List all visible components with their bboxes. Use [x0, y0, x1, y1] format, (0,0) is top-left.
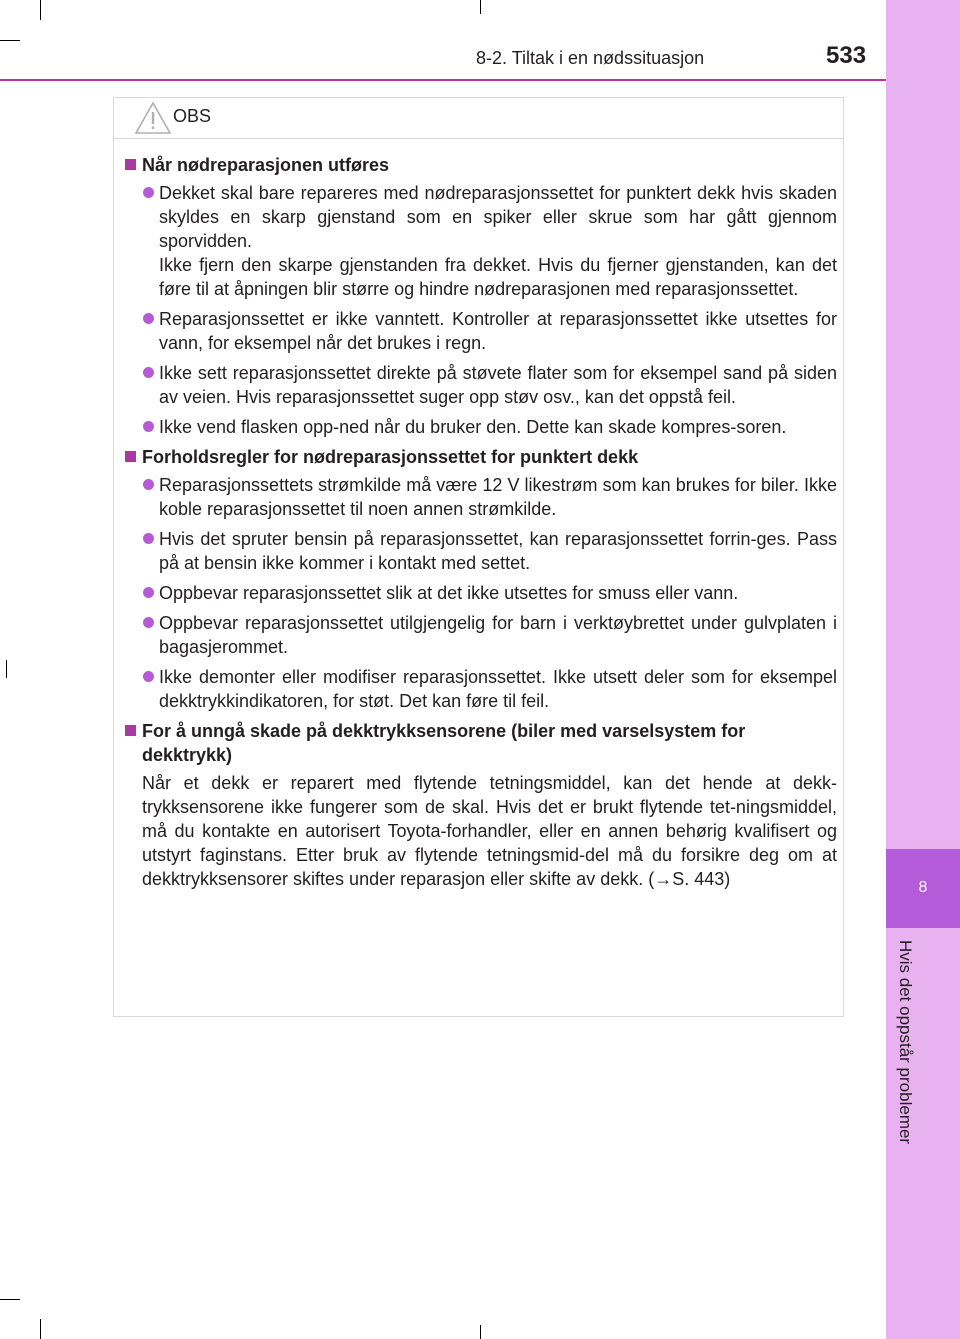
- section-heading: [125, 445, 837, 469]
- page-number: 533: [826, 42, 867, 69]
- square-bullet-icon: [125, 725, 136, 736]
- crop-mark: [6, 660, 7, 678]
- list-item: [125, 181, 837, 301]
- bullet-text: Ikke vend flasken opp-ned når du bruker den. Dette kan skade kompres-soren.: [159, 417, 787, 437]
- chapter-number-box: [886, 849, 960, 928]
- bullet-text: Ikke sett reparasjonssettet direkte på støvete flater som for eksempel sand på siden av veien. Hvis reparasjonssettet suger opp støv osv., kan det oppstå feil.: [159, 363, 837, 407]
- round-bullet-icon: [143, 587, 154, 598]
- list-item: [125, 665, 837, 713]
- bullet-text: Oppbevar reparasjonssettet slik at det ikke utsettes for smuss eller vann.: [159, 583, 739, 603]
- crop-mark: [40, 1319, 41, 1339]
- section-heading: [125, 153, 837, 177]
- round-bullet-icon: [143, 617, 154, 628]
- crop-mark: [480, 1325, 481, 1339]
- crop-mark: [0, 40, 20, 41]
- list-item: [125, 581, 837, 605]
- crop-mark: [40, 0, 41, 20]
- caution-content: [125, 153, 837, 891]
- caution-header: [114, 98, 843, 139]
- square-bullet-icon: [125, 159, 136, 170]
- heading-text: Når nødreparasjonen utføres: [142, 155, 390, 175]
- section-heading: [125, 719, 837, 767]
- round-bullet-icon: [143, 421, 154, 432]
- bullet-text: Reparasjonssettet er ikke vanntett. Kontroller at reparasjonssettet ikke utsettes for vann, for eksempel når det brukes i regn.: [159, 309, 837, 353]
- square-bullet-icon: [125, 451, 136, 462]
- round-bullet-icon: [143, 313, 154, 324]
- round-bullet-icon: [143, 187, 154, 198]
- round-bullet-icon: [143, 533, 154, 544]
- list-item: [125, 527, 837, 575]
- section-title: 8-2. Tiltak i en nødssituasjon: [476, 48, 705, 68]
- caution-box: [113, 97, 844, 1017]
- chapter-number: 8: [918, 879, 928, 896]
- chapter-title: Hvis det oppstår problemer: [896, 940, 915, 1145]
- list-item: [125, 473, 837, 521]
- heading-text: For å unngå skade på dekktrykksensorene (biler med varselsystem for dekktrykk): [142, 721, 746, 765]
- list-item: [125, 361, 837, 409]
- bullet-text: Ikke demonter eller modifiser reparasjonssettet. Ikke utsett deler som for eksempel dekktrykkindikatoren, for støt. Det kan føre til feil.: [159, 667, 837, 711]
- round-bullet-icon: [143, 479, 154, 490]
- header-rule: [0, 79, 886, 81]
- list-item: [125, 611, 837, 659]
- caution-label: OBS: [173, 106, 212, 126]
- bullet-text: Oppbevar reparasjonssettet utilgjengelig for barn i verktøybrettet under gulvplaten i bagasjerommet.: [159, 613, 837, 657]
- heading-text: Forholdsregler for nødreparasjonssettet for punktert dekk: [142, 447, 639, 467]
- list-item: [125, 307, 837, 355]
- warning-triangle-icon: [134, 101, 172, 135]
- crop-mark: [0, 1299, 20, 1300]
- section-paragraph: Når et dekk er reparert med flytende tetningsmiddel, kan det hende at dekk-trykksensorene ikke fungerer som de skal. Hvis det er brukt flytende tet-ningsmiddel, må du kontakte en autorisert Toyota-forhandler, eller en annen behørig kvalifisert og utstyrt faginstans. Etter bruk av flytende tetningsmid-del må du forsikre deg om at dekktrykksensorer skiftes under reparasjon eller skifte av dekk. (→S. 443): [142, 773, 837, 889]
- round-bullet-icon: [143, 671, 154, 682]
- bullet-text: Hvis det spruter bensin på reparasjonssettet, kan reparasjonssettet forrin-ges. Pass på at bensin ikke kommer i kontakt med settet.: [159, 529, 837, 573]
- bullet-text: Reparasjonssettets strømkilde må være 12 V likestrøm som kan brukes for biler. Ikke koble reparasjonssettet til noen annen strømkilde.: [159, 475, 837, 519]
- bullet-text: Dekket skal bare repareres med nødreparasjonssettet for punktert dekk hvis skaden skyldes en skarp gjenstand som en spiker eller skrue som har gått gjennom sporvidden.: [159, 183, 837, 251]
- crop-mark: [480, 0, 481, 14]
- round-bullet-icon: [143, 367, 154, 378]
- list-item: [125, 415, 837, 439]
- bullet-text-continued: Ikke fjern den skarpe gjenstanden fra dekket. Hvis du fjerner gjenstanden, kan det føre til at åpningen blir større og hindre nødreparasjonen med reparasjonssettet.: [159, 255, 837, 299]
